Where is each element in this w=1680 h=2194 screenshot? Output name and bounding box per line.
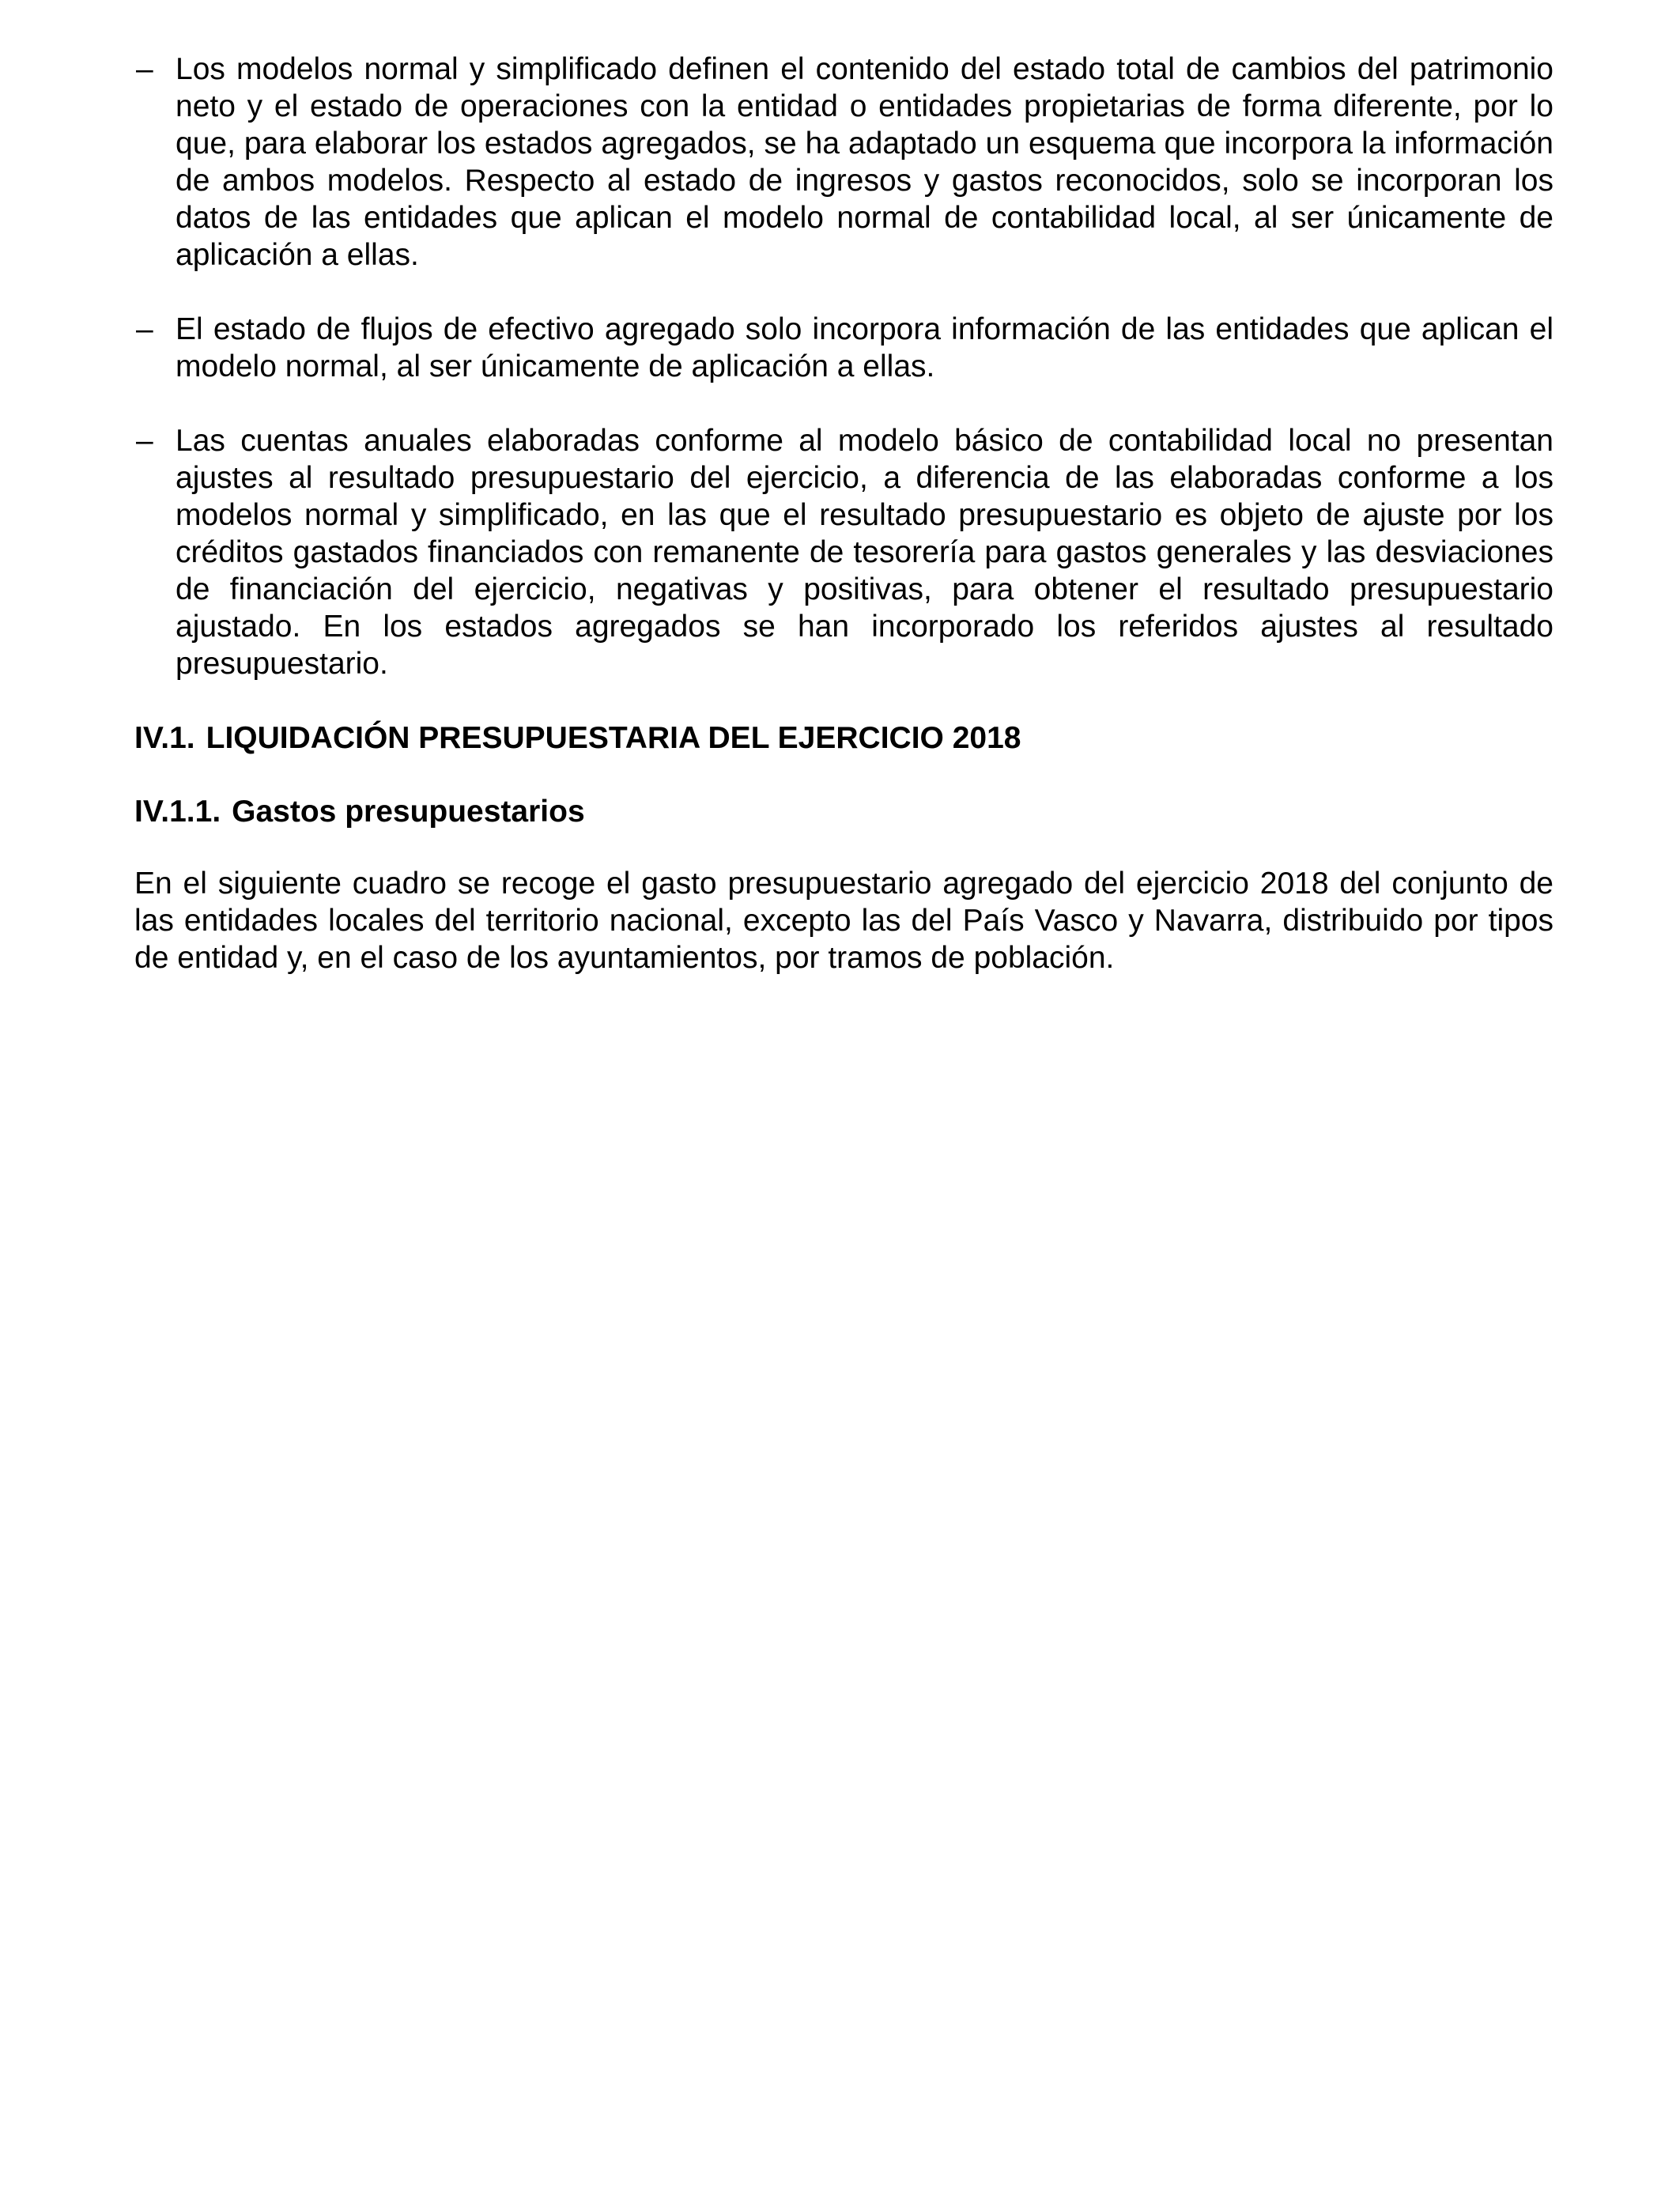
body-paragraph: En el siguiente cuadro se recoge el gasto presupuestario agregado del ejercicio 2018 del conjunto de las entidades locales del territorio nacional, excepto las del País Vasco y Navarra, distribuido por tipos de entidad y, en el caso de los ayuntamientos, por tramos de población.	[134, 867, 1554, 975]
section-number: IV.1.	[134, 721, 195, 755]
bullet-item	[134, 422, 1554, 682]
bullet-item	[134, 51, 1554, 274]
bullet-text: El estado de flujos de efectivo agregado solo incorpora información de las entidades que aplican el modelo normal, al ser únicamente de aplicación a ellas.	[176, 312, 1554, 383]
subsection-title: Gastos presupuestarios	[232, 795, 585, 829]
subsection-number: IV.1.1.	[134, 795, 221, 829]
dash-marker: –	[136, 52, 153, 86]
bullet-list	[134, 51, 1554, 682]
bullet-text: Las cuentas anuales elaboradas conforme al modelo básico de contabilidad local no presentan ajustes al resultado presupuestario del ejercicio, a diferencia de las elaboradas conforme a los modelos normal y simplificado, en las que el resultado presupuestario es objeto de ajuste por los créditos gastados financiados con remanente de tesorería para gastos generales y las desviaciones de financiación del ejercicio, negativas y positivas, para obtener el resultado presupuestario ajustado. En los estados agregados se han incorporado los referidos ajustes al resultado presupuestario.	[176, 424, 1554, 681]
dash-marker: –	[136, 312, 153, 346]
bullet-text: Los modelos normal y simplificado definen el contenido del estado total de cambios del patrimonio neto y el estado de operaciones con la entidad o entidades propietarias de forma diferente, por lo que, para elaborar los estados agregados, se ha adaptado un esquema que incorpora la información de ambos modelos. Respecto al estado de ingresos y gastos reconocidos, solo se incorporan los datos de las entidades que aplican el modelo normal de contabilidad local, al ser únicamente de aplicación a ellas.	[176, 52, 1554, 272]
section-heading	[134, 719, 1554, 757]
bullet-item	[134, 311, 1554, 385]
subsection-heading	[134, 793, 1554, 830]
dash-marker: –	[136, 424, 153, 458]
section-title: LIQUIDACIÓN PRESUPUESTARIA DEL EJERCICIO 2018	[206, 721, 1021, 755]
document-page	[134, 51, 1554, 976]
